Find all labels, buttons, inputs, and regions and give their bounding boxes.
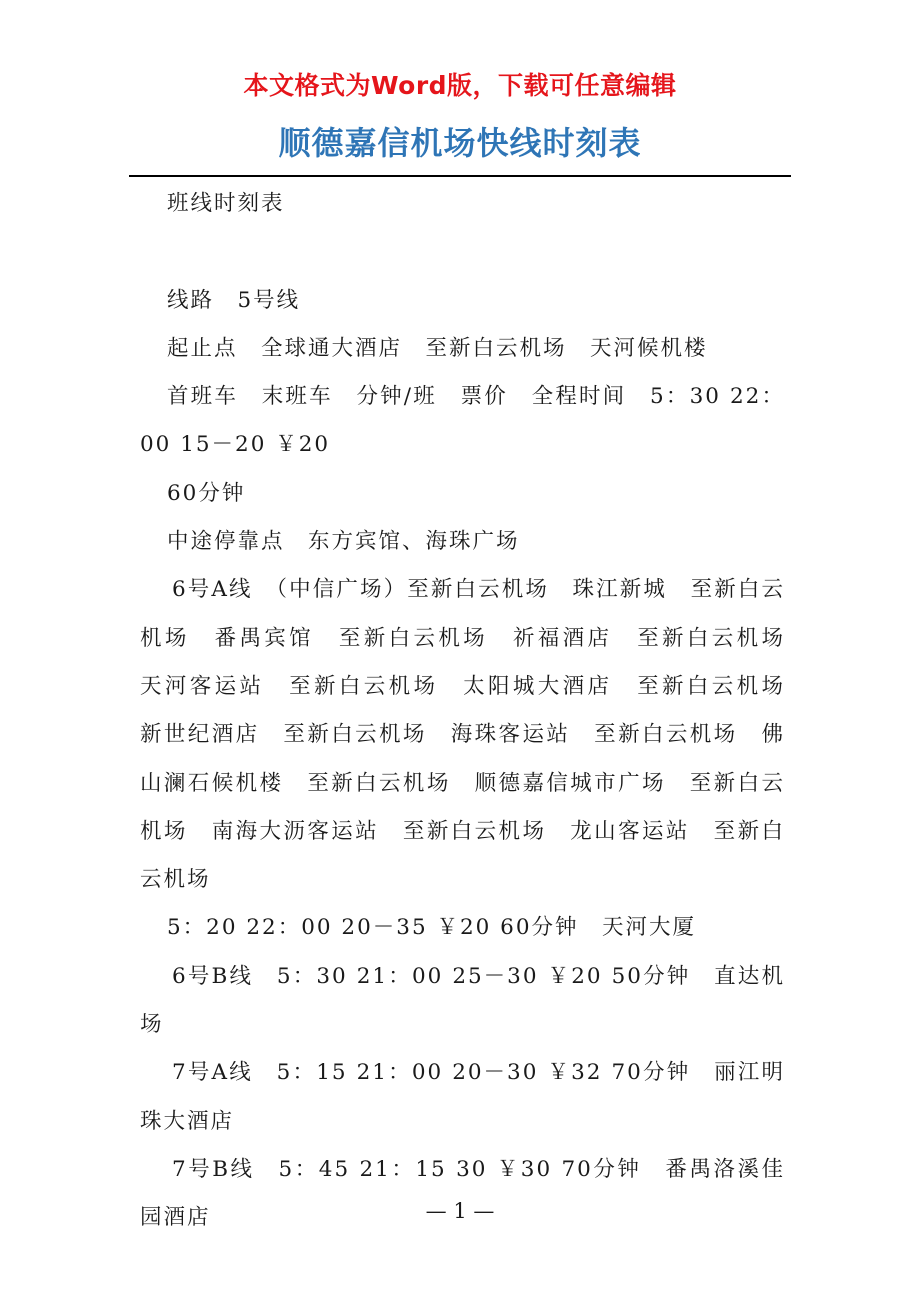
word-format-banner: 本文格式为Word版，下载可任意编辑 — [243, 71, 677, 100]
intermediate-stops: 中途停靠点 东方宾馆、海珠广场 — [167, 529, 520, 555]
route-6b: 6号B线 5：30 21：00 25－30 ￥20 50分钟 直达机场 — [140, 963, 785, 1038]
route-6a-schedule: 5：20 22：00 20－35 ￥20 60分钟 天河大厦 — [167, 915, 697, 941]
schedule-header: 首班车 末班车 分钟/班 票价 全程时间 5：30 22：00 15－20 ￥20 — [140, 384, 785, 458]
route-7b: 7号B线 5：45 21：15 30 ￥30 70分钟 番禺洛溪佳园酒店 — [140, 1156, 785, 1231]
blank-line — [140, 228, 785, 276]
document-body — [140, 180, 809, 1243]
duration-line: 60分钟 — [167, 480, 246, 506]
section-heading: 班线时刻表 — [167, 191, 285, 216]
route-line: 线路 5号线 — [167, 287, 301, 313]
page-number: — 1 — — [425, 1199, 495, 1223]
route-6a-stops: 6号A线 （中信广场）至新白云机场 珠江新城 至新白云机场 番禺宾馆 至新白云机场 祈福酒店 至新白云机场 天河客运站 至新白云机场 太阳城大酒店 至新白云机场 新世纪酒店 至新白云机场 海珠客运站 至新白云机场 佛山澜石候机楼 至新白云机场 顺德嘉信城市广场 至新白云机场 南海大沥客运站 至新白云机场 龙山客运站 至新白云机场 — [140, 577, 809, 893]
route-7a: 7号A线 5：15 21：00 20－30 ￥32 70分钟 丽江明珠大酒店 — [140, 1060, 785, 1134]
route-endpoints: 起止点 全球通大酒店 至新白云机场 天河候机楼 — [167, 335, 708, 361]
title-divider — [129, 175, 791, 177]
document-title: 顺德嘉信机场快线时刻表 — [278, 124, 642, 162]
